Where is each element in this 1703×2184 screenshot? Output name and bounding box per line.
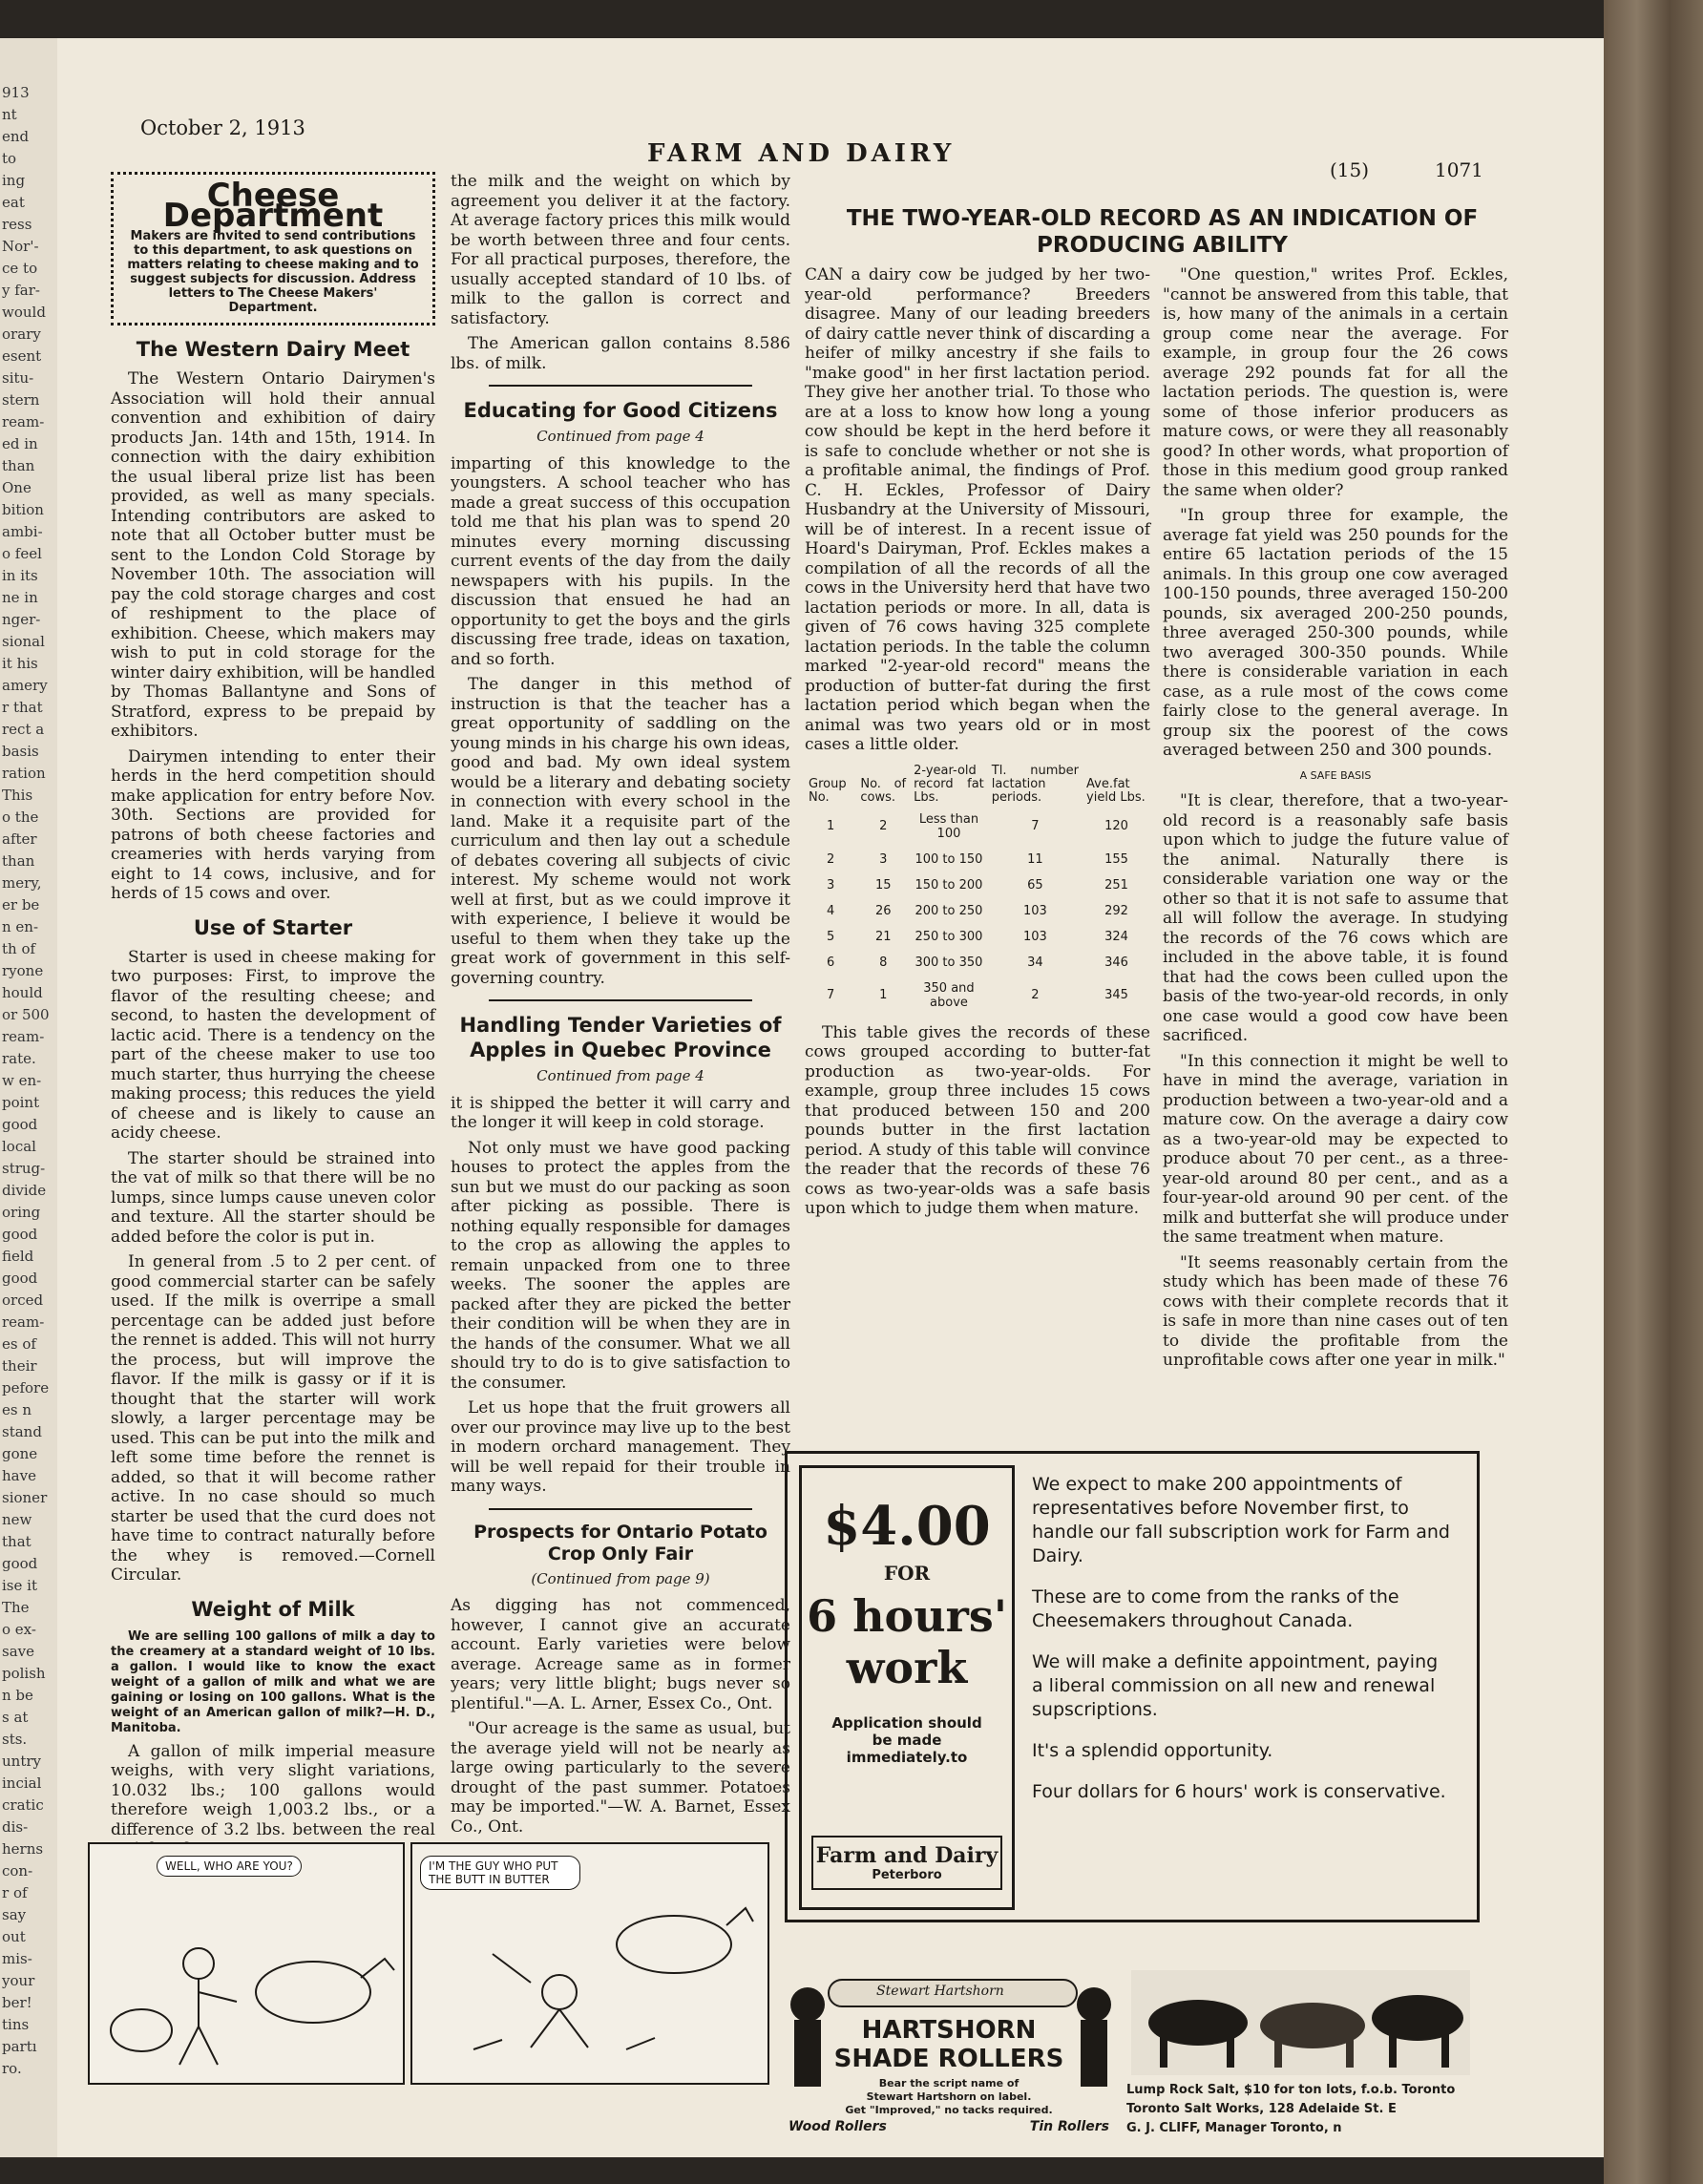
paragraph: Not only must we have good packing houses to protect the apples from the sun but we must do our packing as soon after picking as possible. There is nothing equally responsible for damages to the crop as allowing the apples to remain unpacked from one to three weeks. The sooner the apples are packed after they are picked the better their condition will be when they are in the hands of the consumer. What we all should try to do is to give satisfaction to the consumer. [451,1138,790,1393]
cartoon-panel-2 [410,1842,769,2085]
department-title: Cheese Department [162,177,384,235]
wood-rollers: Wood Rollers [788,2119,887,2134]
ad-paragraph: We will make a definite appointment, paying a liberal commission on all new and renewal supscriptions. [1032,1651,1439,1720]
table-header: Group No. [809,776,847,805]
table-cell: 1 [827,819,835,833]
paragraph: Dairymen intending to enter their herds in the herd competition should make application for entry before Nov. 30th. Sections are provided for patrons of both cheese factories and creameries with herds varying from eight to 14 cows, inclusive, and for herds of 15 cows and over. [111,746,435,903]
paragraph: The Western Ontario Dairymen's Association will hold their annual convention and exhibition of dairy products Jan. 14th and 15th, 1914. In connection with the dairy exhibition the usual liberal prize list has been provided, as well as many specials. Intending contributors are asked to note that all October butter must be sent to the London Cold Storage by November 10th. The association will pay the cold storage charges and cost of reshipment to the place of exhibition. Cheese, which makers may wish to put in cold storage for the winter dairy exhibition, will be handled by Thomas Ballantyne and Sons of Stratford, express to be prepaid by exhibitors. [111,369,435,741]
facing-page-text: y far- [2,282,40,299]
table-cell: 7 [1031,819,1040,833]
table-cell: 251 [1104,877,1128,892]
table-cell: 15 [874,877,892,892]
hartshorn-fine3: Get "Improved," no tacks required. [845,2104,1053,2116]
table-row [805,976,1150,1016]
facing-page-text: es n [2,1401,32,1418]
ad-work: work [846,1642,968,1693]
table-cell: 100 to 150 [915,851,983,867]
cartoon-panel-1 [88,1842,405,2085]
facing-page-text: than [2,457,35,474]
facing-page-text: cratic [2,1796,44,1814]
heading-use-of-starter: Use of Starter [193,915,353,939]
table-cell: 34 [1027,955,1043,970]
facing-page-text: incial [2,1774,42,1792]
facing-page-text: untry [2,1753,41,1770]
facing-page-text: nger- [2,611,41,628]
reader-question: We are selling 100 gallons of milk a day to the creamery at a standard weight of 10 lbs. a gallon. I would like to know the exact weight of a gallon of milk and what we are gaining or losing on 100 gallons. What is the weight of an American gallon of milk?—H. D., Manitoba. [111,1628,435,1735]
facing-page-text: ryone [2,962,44,979]
table-row [805,950,1150,976]
table-cell: 155 [1104,851,1128,867]
table-cell: 350 and above [923,980,975,1010]
cartoon-drawing [416,1887,760,2078]
facing-page-text: rect a [2,721,45,738]
table-cell: 3 [879,851,888,867]
facing-page-text: that [2,1533,32,1550]
facing-page-text: con- [2,1862,33,1880]
facing-page-text: s at [2,1709,29,1726]
paragraph: CAN a dairy cow be judged by her two-year-old performance? Breeders disagree. Many of our leading breeders of dairy cattle never think of discarding a heifer of milky ancestry if she fails to "make good" in her first lactation period. They give her another trial. To those who are at a loss to know how long a young cow should be kept in the herd before it is safe to conclude whether or not she is a profitable animal, the findings of Prof. C. H. Eckles, Professor of Dairy Husbandry at the University of Missouri, will be of interest. In a recent issue of Hoard's Dairyman, Prof. Eckles makes a compilation of all the records of all the cows in the University herd that have two lactation periods or more. In all, data is given of 76 cows having 325 complete lactation periods. In the table the column marked "2-year-old record" means the production of butter-fat during the first lactation period which began when the animal was two years old or in most cases a little older. [805,265,1150,754]
facing-page-text: esent [2,347,42,365]
paragraph: Starter is used in cheese making for two purposes: First, to improve the flavor of the resulting cheese; and second, to hasten the development of lactic acid. There is a tendency on the part of the cheese maker to use too much starter, thus hurrying the cheese making process; this reduces the yield of cheese and is likely to cause an acidy cheese. [111,947,435,1143]
ad-price: $4.00 [823,1495,991,1558]
heading-educating: Educating for Good Citizens [463,399,778,422]
divider [489,1508,752,1510]
table-row [805,898,1150,924]
salt-ad [1126,1966,1475,2140]
facing-page-text: to [2,150,17,167]
facing-page-text: strug- [2,1160,46,1177]
facing-page-text: local [2,1138,36,1155]
hartshorn-script: Stewart Hartshorn [876,1984,1004,1999]
facing-page-text: hould [2,984,43,1001]
facing-page-text: gone [2,1445,38,1462]
table-cell: 324 [1104,929,1128,944]
masthead: FARM AND DAIRY [647,139,956,168]
facing-page-text: bition [2,501,44,518]
salt-line-1: Lump Rock Salt, $10 for ton lots, f.o.b. Toronto [1126,2083,1456,2097]
facing-page-text: ce to [2,260,38,277]
paragraph: In general from .5 to 2 per cent. of good commercial starter can be safely used. If the milk is overripe a small percentage can be added just before the rennet is added. This will not hurry the process, but will improve the flavor. If the milk is gassy or if it is thought that the starter will work slowly, a larger percentage may be used. This can be put into the milk and left some time before the rennet is added, so that it will become rather active. In no case should so much starter be used that the curd does not have time to contract naturally before the whey is removed.—Cornell Circular. [111,1252,435,1585]
facing-page-text: ne in [2,589,38,606]
issue-date: October 2, 1913 [140,116,305,139]
paragraph: The danger in this method of instruction is that the teacher has a great opportunity of saddling on the young minds in his charge his own ideas, good and bad. My own ideal system would be a literary and debating society in connection with every school in the land. Make it a requisite part of the curriculum and then lay out a schedule of debates covering all subjects of civic interest. My scheme would not work well at first, but as we could improve it with experience, I believe it would be useful to them when they take up the great work of government in this self-governing country. [451,675,790,988]
facing-page-text: pefore [2,1379,50,1396]
paragraph: This table gives the records of these cows grouped according to butter-fat production as two-year-olds. For example, group three includes 15 cows that produced between 150 and 200 pounds butter in the first lactation period. A study of this table will convince the reader that the records of these 76 cows as two-year-olds was a safe basis upon which to judge them when mature. [805,1022,1150,1218]
facing-page-text: good [2,1116,38,1133]
facing-page-text: say [2,1906,27,1923]
facing-page-text: The [2,1599,30,1616]
table-cell: 11 [1027,851,1043,867]
table-cell: 345 [1104,988,1128,1002]
facing-page-text: ed in [2,435,38,452]
cartoon-drawing [94,1887,399,2078]
facing-page-text: ream- [2,1313,45,1331]
facing-page-text: sional [2,633,45,650]
divider [489,999,752,1001]
facing-page-text: sioner [2,1489,48,1506]
facing-page-text: 913 [2,84,30,101]
facing-page-text: This [2,787,33,804]
facing-page-text: o ex- [2,1621,36,1638]
facing-page-text: Nor'- [2,238,39,255]
table-cell: 300 to 350 [915,955,983,970]
paragraph: "In group three for example, the average fat yield was 250 pounds for the entire 65 lactation periods of the 15 animals. In this group one cow averaged 100-150 pounds, three averaged 150-200 pounds, six averaged 200-250 pounds, three averaged 250-300 pounds, while two averaged 300-350 pounds. While there is considerable variation in each case, as a rule most of the cows come fairly close to the general average. In group six the poorest of the cows averaged between 250 and 300 pounds. [1163,506,1508,760]
table-cell: 250 to 300 [915,929,983,944]
facing-page-text: tins [2,2016,30,2033]
divider [489,385,752,387]
heading-apples: Handling Tender Varieties of Apples in Quebec Province [459,1014,782,1061]
table-row [805,847,1150,872]
hartshorn-ad [781,1966,1117,2138]
table-cell: 3 [827,877,835,892]
table-cell: 26 [874,903,892,918]
facing-page-text: dis- [2,1818,29,1836]
heading-potato: Prospects for Ontario Potato Crop Only Fair [473,1521,767,1564]
table-header: 2-year-old record fat Lbs. [914,763,984,805]
speech-balloon: I'M THE GUY WHO PUT THE BUTT IN BUTTER [420,1856,580,1890]
livestock-illustration [1131,1970,1470,2075]
department-subtitle: Makers are invited to send contributions to this department, to ask questions on matters relating to cheese making and to suggest subjects for discussion. Address letters to The Cheese Makers' Department. [127,229,419,315]
continued-note: Continued from page 4 [536,428,704,445]
table-header: Tl. number lactation periods. [991,763,1080,805]
column-1 [111,172,435,1865]
paragraph: "In this connection it might be well to have in mind the average, variation in production between a two-year-old and a mature cow. On the average a dairy cow as a two-year-old may be expected to produce about 70 per cent., as a three-year-old around 80 per cent., and as a four-year-old around 90 per cent. of the milk and butterfat she will produce under the same treatment when mature. [1163,1051,1508,1247]
facing-page-text: ream- [2,1028,45,1045]
ad-hours: 6 hours' [807,1590,1007,1642]
facing-page-text: n be [2,1687,33,1704]
hartshorn-subtitle: SHADE ROLLERS [833,2045,1064,2073]
ad-apply: Application should be made immediately.to [831,1714,982,1766]
cheese-department-box [111,172,435,326]
paragraph: the milk and the weight on which by agreement you deliver it at the factory. At average factory prices this milk would be worth between three and four cents. For all practical purposes, therefore, the usually accepted standard of 10 lbs. of milk to the gallon is correct and satisfactory. [451,172,790,328]
facing-page-text: th of [2,940,36,957]
facing-page-text: ration [2,765,46,782]
table-row [805,924,1150,950]
facing-page-text: good [2,1226,38,1243]
salt-line-3: G. J. CLIFF, Manager Toronto, n [1126,2121,1342,2135]
facing-page-text: good [2,1555,38,1572]
paragraph: "It seems reasonably certain from the study which has been made of these 76 cows with their complete records that it is safe in more than nine cases out of ten to divide the profitable from the unprofitable cows after one year in milk." [1163,1252,1508,1370]
facing-page-text: ream- [2,413,45,430]
paragraph: "Our acreage is the same as usual, but the average yield will not be nearly as large owing particularly to the severe drought of the past summer. Potatoes may be imported."—W. A. Barnet, Essex Co., Ont. [451,1719,790,1837]
subscription-ad [785,1451,1480,1922]
facing-page-text: ro. [2,2060,22,2077]
facing-page-text: divide [2,1182,47,1199]
table-cell: 1 [879,988,888,1002]
facing-page-text: after [2,830,37,848]
paragraph: imparting of this knowledge to the youngsters. A school teacher who has made a great success of this occupation told me that his plan was to spend 20 minutes every morning discussing current events of the day from the daily newspapers with his pupils. In the discussion that ensued he had an opportunity to get the boys and the girls discussing free trade, ideas on taxation, and so forth. [451,453,790,669]
facing-page-text: w en- [2,1072,42,1089]
table-cell: 8 [879,955,888,970]
facing-page-text: One [2,479,32,496]
ad-body [1032,1473,1452,1804]
facing-page-text: ing [2,172,26,189]
ad-paragraph: These are to come from the ranks of the Cheesemakers throughout Canada. [1032,1586,1399,1631]
book-binding [1604,0,1703,2184]
table-cell: 2 [879,819,888,833]
ad-left-panel [799,1465,1015,1910]
ad-paragraph: Four dollars for 6 hours' work is conservative. [1032,1781,1446,1802]
facing-page-text: save [2,1643,34,1660]
facing-page-text: nt [2,106,17,123]
facing-page-text: stand [2,1423,42,1440]
table-cell: 5 [827,929,835,944]
facing-page-text: than [2,852,35,870]
column-2 [451,172,790,1842]
hartshorn-title: HARTSHORN [861,2016,1037,2045]
salt-line-2: Toronto Salt Works, 128 Adelaide St. E [1126,2102,1397,2116]
facing-page-text: o the [2,808,39,826]
paragraph: The starter should be strained into the vat of milk so that there will be no lumps, since lumps cause uneven color and texture. All the starter should be added before the color is put in. [111,1148,435,1247]
hartshorn-fine2: Stewart Hartshorn on label. [866,2090,1032,2103]
hartshorn-fine1: Bear the script name of [878,2077,1020,2090]
facing-page-text: mis- [2,1950,32,1967]
table-cell: 4 [827,903,835,918]
facing-page-text: mery, [2,874,42,892]
table-cell: 6 [827,955,835,970]
facing-page-edge [0,38,57,2157]
facing-page-text: eat [2,194,25,211]
facing-page-text: sts. [2,1731,28,1748]
facing-page-text: herns [2,1840,44,1858]
table-cell: 7 [827,988,835,1002]
facing-page-text: would [2,304,46,321]
table-cell: 120 [1104,819,1128,833]
facing-page-text: situ- [2,369,34,387]
table-header: No. of cows. [860,776,907,805]
table-cell: 2 [1031,988,1040,1002]
speech-balloon: WELL, WHO ARE YOU? [157,1856,302,1877]
facing-page-text: orary [2,326,41,343]
facing-page-text: in its [2,567,38,584]
facing-page-text: field [2,1248,34,1265]
column-3 [805,265,1150,1225]
table-cell: 2 [827,851,835,867]
ad-paragraph: It's a splendid opportunity. [1032,1740,1273,1761]
farm-and-dairy-logo: Farm and Dairy Peterboro [811,1836,1002,1890]
table-cell: 21 [874,929,892,944]
table-cell: 103 [1023,903,1047,918]
table-cell: 65 [1027,877,1043,892]
facing-page-text: amery [2,677,48,694]
ad-for: FOR [883,1562,931,1585]
facing-page-text: o feel [2,545,42,562]
table-cell: 103 [1023,929,1047,944]
facing-page-text: end [2,128,30,145]
facing-page-text: r of [2,1884,28,1901]
paragraph: As digging has not commenced, however, I cannot give an accurate account. Early varieties were below average. Acreage same as in former years; very little blight; bugs never so plentiful."—A. L. Arner, Essex Co., Ont. [451,1596,790,1713]
table-cell: 346 [1104,955,1128,970]
heading-weight-of-milk: Weight of Milk [191,1597,355,1621]
facing-page-text: ress [2,216,32,233]
ad-paragraph: We expect to make 200 appointments of representatives before November first, to handle our fall subscription work for Farm and Dairy. [1032,1474,1450,1566]
records-table [805,763,1150,1016]
paragraph: Let us hope that the fruit growers all over our province may live up to the best in modern orchard management. They will be well repaid for their trouble in many ways. [451,1398,790,1496]
table-header: Ave.fat yield Lbs. [1086,776,1146,805]
facing-page-text: oring [2,1204,41,1221]
facing-page-text: r that [2,699,43,716]
tin-rollers: Tin Rollers [1029,2119,1109,2134]
facing-page-text: polish [2,1665,46,1682]
facing-page-text: new [2,1511,32,1528]
table-row [805,872,1150,898]
table-cell: 292 [1104,903,1128,918]
paragraph: "It is clear, therefore, that a two-year-old record is a reasonably safe basis upon which to judge the future value of the animal. Naturally there is considerable variation one way or the other so that it is not safe to assume that all will follow the average. In studying the records of the 76 cows which are included in the above table, it is found that had the cows been culled upon the basis of the two-year-old records, in only one case would a good cow have been sacrificed. [1163,791,1508,1045]
facing-page-text: it his [2,655,38,672]
paragraph: "One question," writes Prof. Eckles, "cannot be answered from this table, that is, how many of the animals in a certain group come near the average. For example, in group four the 26 cows average 292 pounds fat for all the lactation periods. The question is, were some of those inferior producers as mature cows, or were they all reasonably good? In other words, what proportion of those in this medium good group ranked the same when older? [1163,265,1508,500]
table-row [805,807,1150,847]
facing-page-text: rate. [2,1050,36,1067]
table-cell: 200 to 250 [915,903,983,918]
continued-note: Continued from page 4 [536,1067,704,1084]
facing-page-text: stern [2,391,40,409]
paragraph: A gallon of milk imperial measure weighs, with very slight variations, 10.032 lbs.; 100 gallons would therefore weigh 1,003.2 lbs., or a difference of 3.2 lbs. between the real [111,1741,435,1839]
facing-page-text: ambi- [2,523,43,540]
table-cell: 150 to 200 [915,877,983,892]
page-number: 1071 [1435,158,1483,181]
facing-page-text: ber! [2,1994,32,2011]
facing-page-text: good [2,1270,38,1287]
facing-page-text: n en- [2,918,39,935]
table-cell: Less than 100 [918,811,979,841]
continued-note: (Continued from page 9) [531,1569,710,1587]
facing-page-text: point [2,1094,40,1111]
facing-page-text: orced [2,1292,44,1309]
page-inner-number: (15) [1330,158,1370,181]
facing-page-text: partı [2,2038,37,2055]
facing-page-text: out [2,1928,26,1945]
column-4 [1163,265,1508,1376]
article-headline: THE TWO-YEAR-OLD RECORD AS AN INDICATION OF PRODUCING ABILITY [846,206,1479,258]
facing-page-text: their [2,1357,37,1375]
facing-page-text: have [2,1467,36,1484]
paragraph: it is shipped the better it will carry and the longer it will keep in cold storage. [451,1093,790,1132]
facing-page-text: es of [2,1335,36,1353]
facing-page-text: basis [2,743,39,760]
facing-page-text: er be [2,896,40,914]
subhead-safe-basis: A SAFE BASIS [1299,768,1372,782]
facing-page-text: ise it [2,1577,37,1594]
paragraph: The American gallon contains 8.586 lbs. of milk. [451,334,790,373]
facing-page-text: your [2,1972,35,1989]
facing-page-text: or 500 [2,1006,50,1023]
heading-western-dairy-meet: The Western Dairy Meet [136,338,410,361]
